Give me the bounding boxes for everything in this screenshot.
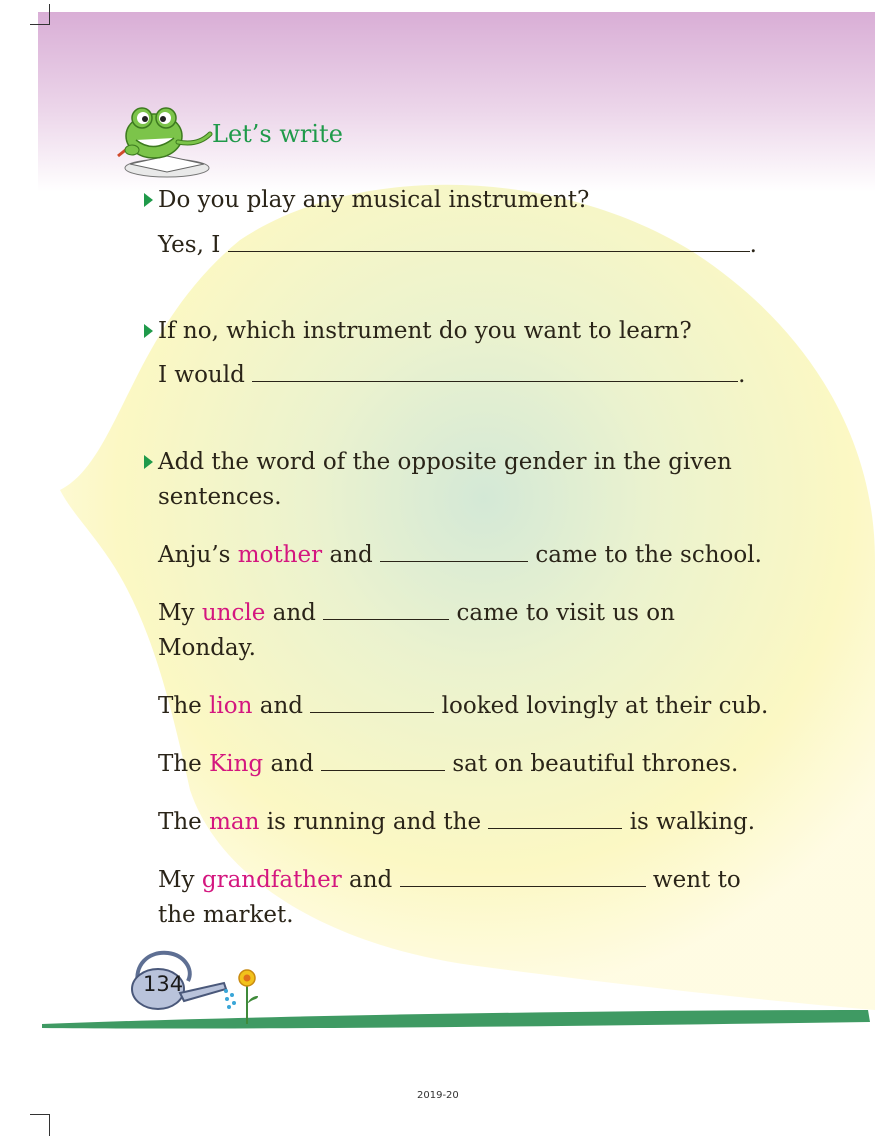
answer-2-prefix: I would	[158, 362, 245, 388]
sentence-1-blank[interactable]	[380, 541, 528, 562]
gender-word: mother	[237, 542, 323, 568]
sentence-6: My grandfather and went to	[158, 867, 741, 893]
section-heading: Let’s write	[212, 120, 343, 148]
gender-word: lion	[209, 693, 253, 719]
sentence-4-blank[interactable]	[321, 750, 445, 771]
flower-icon	[232, 966, 262, 1026]
crop-mark	[30, 24, 50, 25]
sentence-1: Anju’s mother and came to the school.	[158, 542, 762, 568]
question-3-line-2: sentences.	[158, 484, 282, 510]
crop-mark	[49, 4, 50, 24]
bullet-icon	[144, 455, 153, 469]
answer-1-blank[interactable]	[228, 231, 750, 252]
gender-word: King	[209, 751, 264, 777]
edition-year: 2019-20	[417, 1090, 459, 1101]
sentence-3-blank[interactable]	[310, 692, 434, 713]
answer-1	[158, 228, 757, 262]
crop-mark	[49, 1114, 50, 1136]
question-3-line-1: Add the word of the opposite gender in the given	[158, 449, 732, 475]
gender-word: uncle	[201, 600, 266, 626]
sentence-4: The King and sat on beautiful thrones.	[158, 751, 739, 777]
question-1: Do you play any musical instrument?	[158, 187, 590, 213]
sentence-5: The man is running and the is walking.	[158, 809, 756, 835]
question-2: If no, which instrument do you want to learn?	[158, 318, 692, 344]
sentence-3: The lion and looked lovingly at their cub.	[158, 693, 769, 719]
gender-word: man	[209, 809, 260, 835]
answer-1-prefix: Yes, I	[158, 232, 221, 258]
frog-writing-icon	[112, 98, 222, 180]
sentence-2-line-2: Monday.	[158, 635, 256, 661]
crop-mark	[30, 1114, 50, 1115]
answer-2	[158, 358, 745, 392]
sentence-5-blank[interactable]	[488, 808, 622, 829]
answer-1-suffix: .	[749, 232, 757, 258]
bullet-icon	[144, 324, 153, 338]
sentence-2: My uncle and came to visit us on	[158, 600, 675, 626]
page-number: 134	[143, 972, 184, 996]
bullet-icon	[144, 193, 153, 207]
sentence-6-blank[interactable]	[400, 866, 646, 887]
gender-word: grandfather	[201, 867, 342, 893]
sentence-2-blank[interactable]	[323, 599, 449, 620]
answer-2-blank[interactable]	[252, 361, 738, 382]
sentence-6-line-2: the market.	[158, 902, 294, 928]
answer-2-suffix: .	[738, 362, 746, 388]
